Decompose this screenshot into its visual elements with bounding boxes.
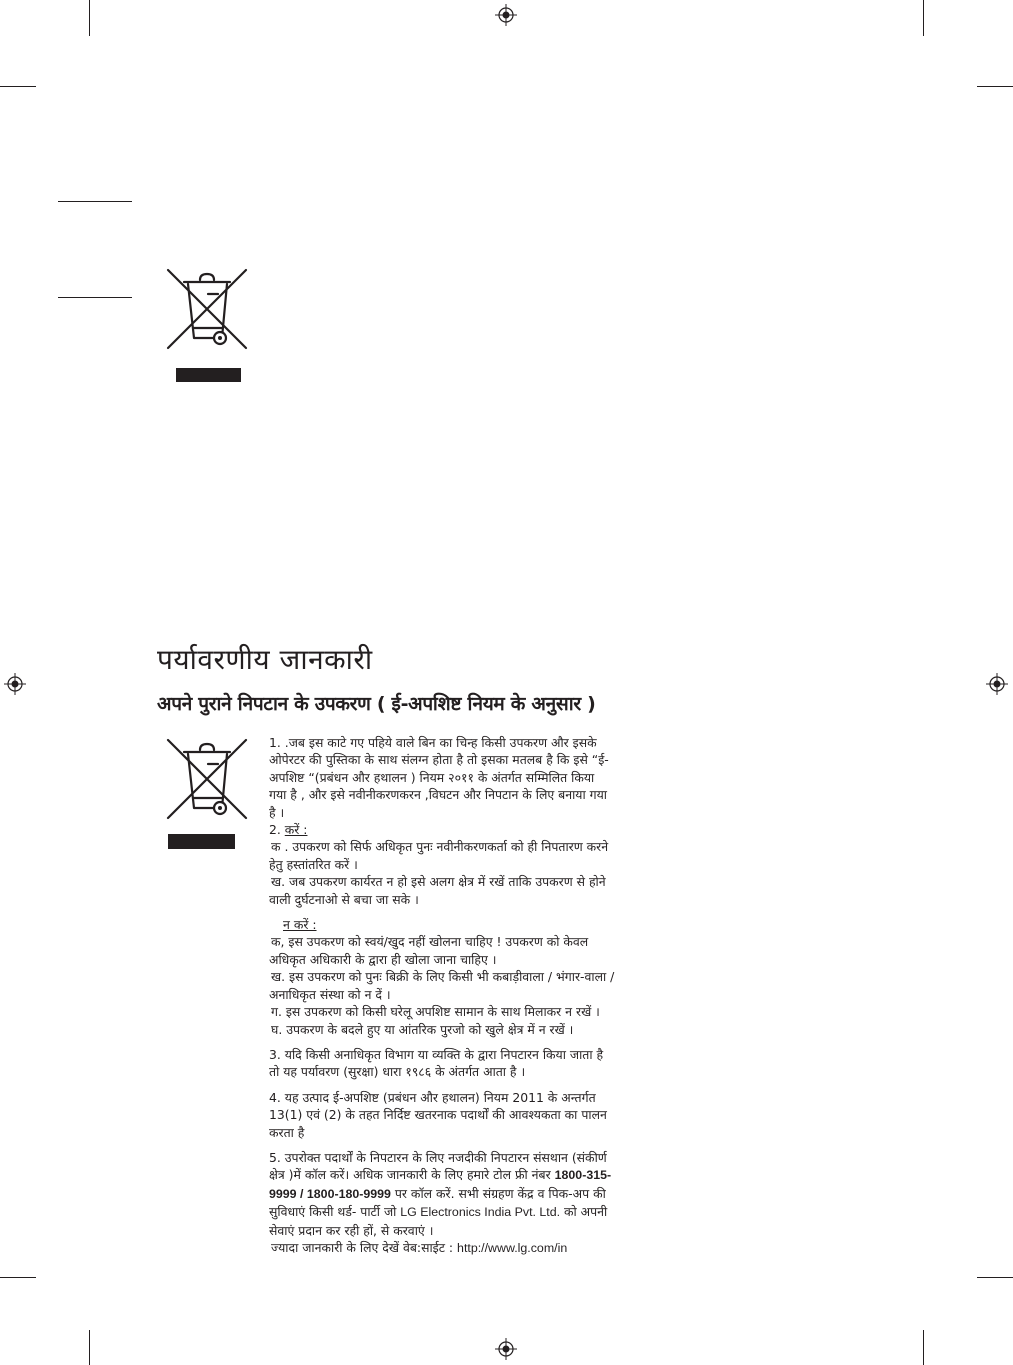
paragraph-line: सेवाएं प्रदान कर रही हों, से करवाएं ।	[269, 1222, 434, 1238]
crossed-out-wheelie-bin-icon	[164, 736, 250, 822]
dos-line: हेतु हस्तांतरित करें ।	[269, 856, 358, 872]
donts-line: अधिकृत अधिकारी के द्वारा ही खोला जाना चाहिए ।	[269, 951, 497, 967]
crop-mark	[977, 86, 1013, 87]
crop-mark	[0, 1277, 36, 1278]
dos-line: क . उपकरण को सिर्फ अधिकृत पुनः नवीनीकरणकर्ता को ही निपतारण करने	[271, 839, 609, 855]
text-span: ज्यादा जानकारी के लिए देखें वेब:साईट :	[271, 1239, 458, 1255]
paragraph-line	[269, 1185, 709, 1203]
text-span: क्षेत्र )में कॉल करें। अधिक जानकारी के लिए हमारे टोल फ्री नंबर	[269, 1167, 555, 1183]
text-span: पर कॉल करें. सभी संग्रहण केंद्र व पिक-अप की	[390, 1185, 606, 1201]
crop-mark	[89, 0, 90, 36]
margin-rule	[58, 201, 132, 202]
crop-mark	[977, 1277, 1013, 1278]
registration-mark-icon	[4, 673, 26, 695]
dos-heading	[269, 821, 709, 838]
donts-line: ख. इस उपकरण को पुनः बिक्री के लिए किसी भी कबाड़ीवाला / भंगार-वाला /	[271, 969, 615, 985]
paragraph-line: गया है , और इसे नवीनीकरणकरन ,विघटन और निपटान के लिए बनाया गया	[269, 787, 608, 803]
crop-mark	[923, 0, 924, 36]
toll-free-number: 9999 / 1800-180-9999	[269, 1186, 391, 1201]
paragraph-line: 4. यह उत्पाद ई-अपशिष्ट (प्रबंधन और हथालन) नियम 2011 के अन्तर्गत	[269, 1089, 596, 1105]
donts-title: न करें :	[283, 917, 317, 933]
registration-mark-icon	[495, 4, 517, 26]
section-subtitle: अपने पुराने निपटान के उपकरण ( ई-अपशिष्ट नियम के अनुसार )	[157, 693, 596, 715]
paragraph-line: अपशिष्ट “(प्रबंधन और हथालन ) नियम २०११ के अंतर्गत सम्मिलित किया	[269, 769, 595, 785]
weee-bar	[168, 834, 235, 849]
paragraph-line: 13(1) एवं (2) के तहत निर्दिष्ट खतरनाक पदार्थों की आवश्यकता का पालन	[269, 1107, 607, 1123]
paragraph-line: तो यह पर्यावरण (सुरक्षा) धारा १९८६ के अंतर्गत आता है ।	[269, 1064, 526, 1080]
paragraph-line: 5. उपरोक्त पदार्थों के निपटारन के लिए नजदीकी निपटारन संसथान (संकीर्ण	[269, 1149, 607, 1165]
paragraph-line	[269, 1239, 709, 1257]
donts-heading	[269, 916, 709, 933]
website-link[interactable]: http://www.lg.com/in	[457, 1240, 568, 1255]
paragraph-line: ओपेरटर की पुस्तिका के साथ संलग्न होता है तो इसका मतलब है कि इसे “ई-	[269, 752, 609, 768]
dos-line: वाली दुर्घटनाओ से बचा जा सके ।	[269, 891, 419, 907]
page-title: पर्यावरणीय जानकारी	[157, 643, 373, 676]
crop-mark	[0, 86, 36, 87]
crop-mark	[89, 1330, 90, 1365]
paragraph-line: है ।	[269, 804, 285, 820]
paragraph-line: करता है	[269, 1124, 305, 1140]
paragraph-line: 1. .जब इस काटे गए पहिये वाले बिन का चिन्ह किसी उपकरण और इसके	[269, 735, 597, 750]
crossed-out-wheelie-bin-icon	[164, 266, 250, 352]
donts-line: ग. इस उपकरण को किसी घरेलू अपशिष्ट सामान के साथ मिलाकर न रखें ।	[271, 1004, 600, 1020]
registration-mark-icon	[495, 1338, 517, 1360]
registration-mark-icon	[986, 673, 1008, 695]
paragraph-line	[269, 1166, 709, 1184]
crop-mark	[923, 1330, 924, 1365]
donts-line: क, इस उपकरण को स्वयं/खुद नहीं खोलना चाहिए ! उपकरण को केवल	[271, 934, 589, 950]
weee-bar	[176, 368, 241, 382]
donts-line: घ. उपकरण के बदले हुए या आंतरिक पुरजो को खुले क्षेत्र में न रखें ।	[271, 1021, 574, 1037]
donts-line: अनाधिकृत संस्था को न दें ।	[269, 986, 391, 1002]
disposal-instructions	[269, 734, 709, 1257]
paragraph-line	[269, 1203, 709, 1221]
company-name: LG Electronics India Pvt. Ltd.	[400, 1205, 561, 1220]
paragraph-line: 3. यदि किसी अनाधिकृत विभाग या व्यक्ति के द्वारा निपटारन किया जाता है	[269, 1046, 604, 1062]
text-span: सुविधाएं किसी थर्ड- पार्टी जो	[269, 1204, 401, 1220]
margin-rule	[58, 297, 132, 298]
dos-line: ख. जब उपकरण कार्यरत न हो इसे अलग क्षेत्र में रखें ताकि उपकरण से होने	[271, 874, 606, 890]
text-span: को अपनी	[560, 1204, 608, 1220]
item-number: 2.	[269, 822, 285, 838]
toll-free-number: 1800-315-	[554, 1168, 612, 1183]
dos-title: करें :	[284, 822, 308, 838]
